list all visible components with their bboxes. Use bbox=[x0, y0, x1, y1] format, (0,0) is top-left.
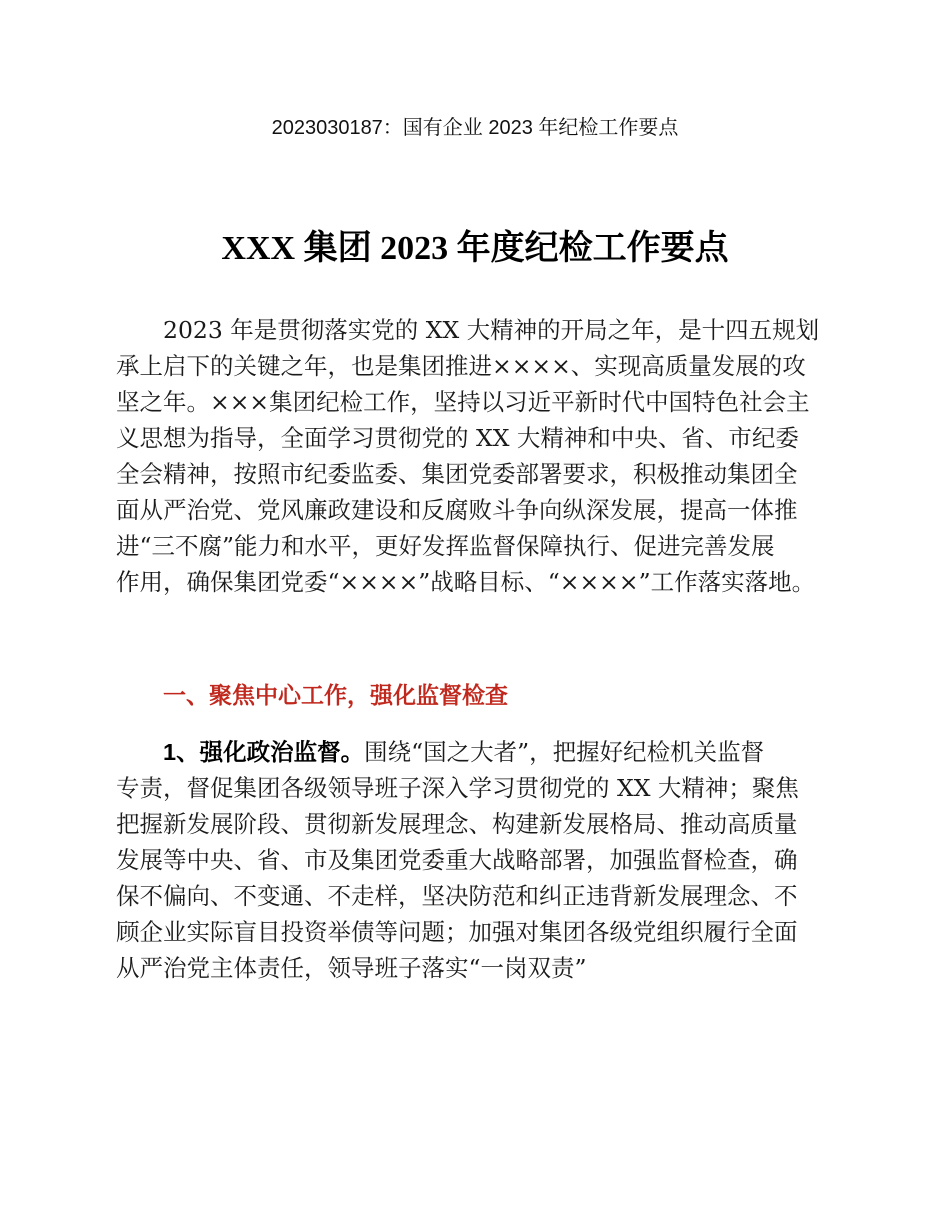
item-line: 顾企业实际盲目投资举债等问题；加强对集团各级党组织履行全面 bbox=[116, 918, 798, 946]
intro-line: 坚之年。×××集团纪检工作，坚持以习近平新时代中国特色社会主 bbox=[116, 388, 810, 416]
document-id-header: 2023030187：国有企业 2023 年纪检工作要点 bbox=[271, 117, 679, 139]
intro-line: 作用，确保集团党委“××××”战略目标、“××××”工作落实落地。 bbox=[116, 568, 816, 596]
intro-line: 义思想为指导，全面学习贯彻党的 XX 大精神和中央、省、市纪委 bbox=[116, 424, 799, 452]
intro-line: 承上启下的关键之年，也是集团推进××××、实现高质量发展的攻 bbox=[116, 352, 806, 380]
item-first-line-text: 围绕“国之大者”，把握好纪检机关监督 bbox=[364, 738, 765, 766]
item-line: 发展等中央、省、市及集团党委重大战略部署，加强监督检查，确 bbox=[116, 846, 798, 874]
item-line: 从严治党主体责任，领导班子落实“一岗双责” bbox=[116, 954, 587, 982]
intro-line: 进“三不腐”能力和水平，更好发挥监督保障执行、促进完善发展 bbox=[116, 532, 775, 560]
intro-line: 2023 年是贯彻落实党的 XX 大精神的开局之年，是十四五规划 bbox=[163, 316, 820, 344]
intro-line: 面从严治党、党风廉政建设和反腐败斗争向纵深发展，提高一体推 bbox=[116, 496, 798, 524]
intro-paragraph bbox=[116, 312, 836, 600]
item-line: 把握新发展阶段、贯彻新发展理念、构建新发展格局、推动高质量 bbox=[116, 810, 798, 838]
item-line: 专责，督促集团各级领导班子深入学习贯彻党的 XX 大精神；聚焦 bbox=[116, 774, 799, 802]
section-1-item-1-paragraph bbox=[116, 734, 836, 986]
intro-line: 全会精神，按照市纪委监委、集团党委部署要求，积极推动集团全 bbox=[116, 460, 798, 488]
item-first-line bbox=[116, 734, 836, 770]
item-line: 保不偏向、不变通、不走样，坚决防范和纠正违背新发展理念、不 bbox=[116, 882, 798, 910]
document-title: XXX 集团 2023 年度纪检工作要点 bbox=[221, 230, 729, 267]
item-lead-title: 1、强化政治监督。 bbox=[163, 739, 365, 765]
section-heading-1: 一、聚焦中心工作，强化监督检查 bbox=[163, 682, 508, 708]
